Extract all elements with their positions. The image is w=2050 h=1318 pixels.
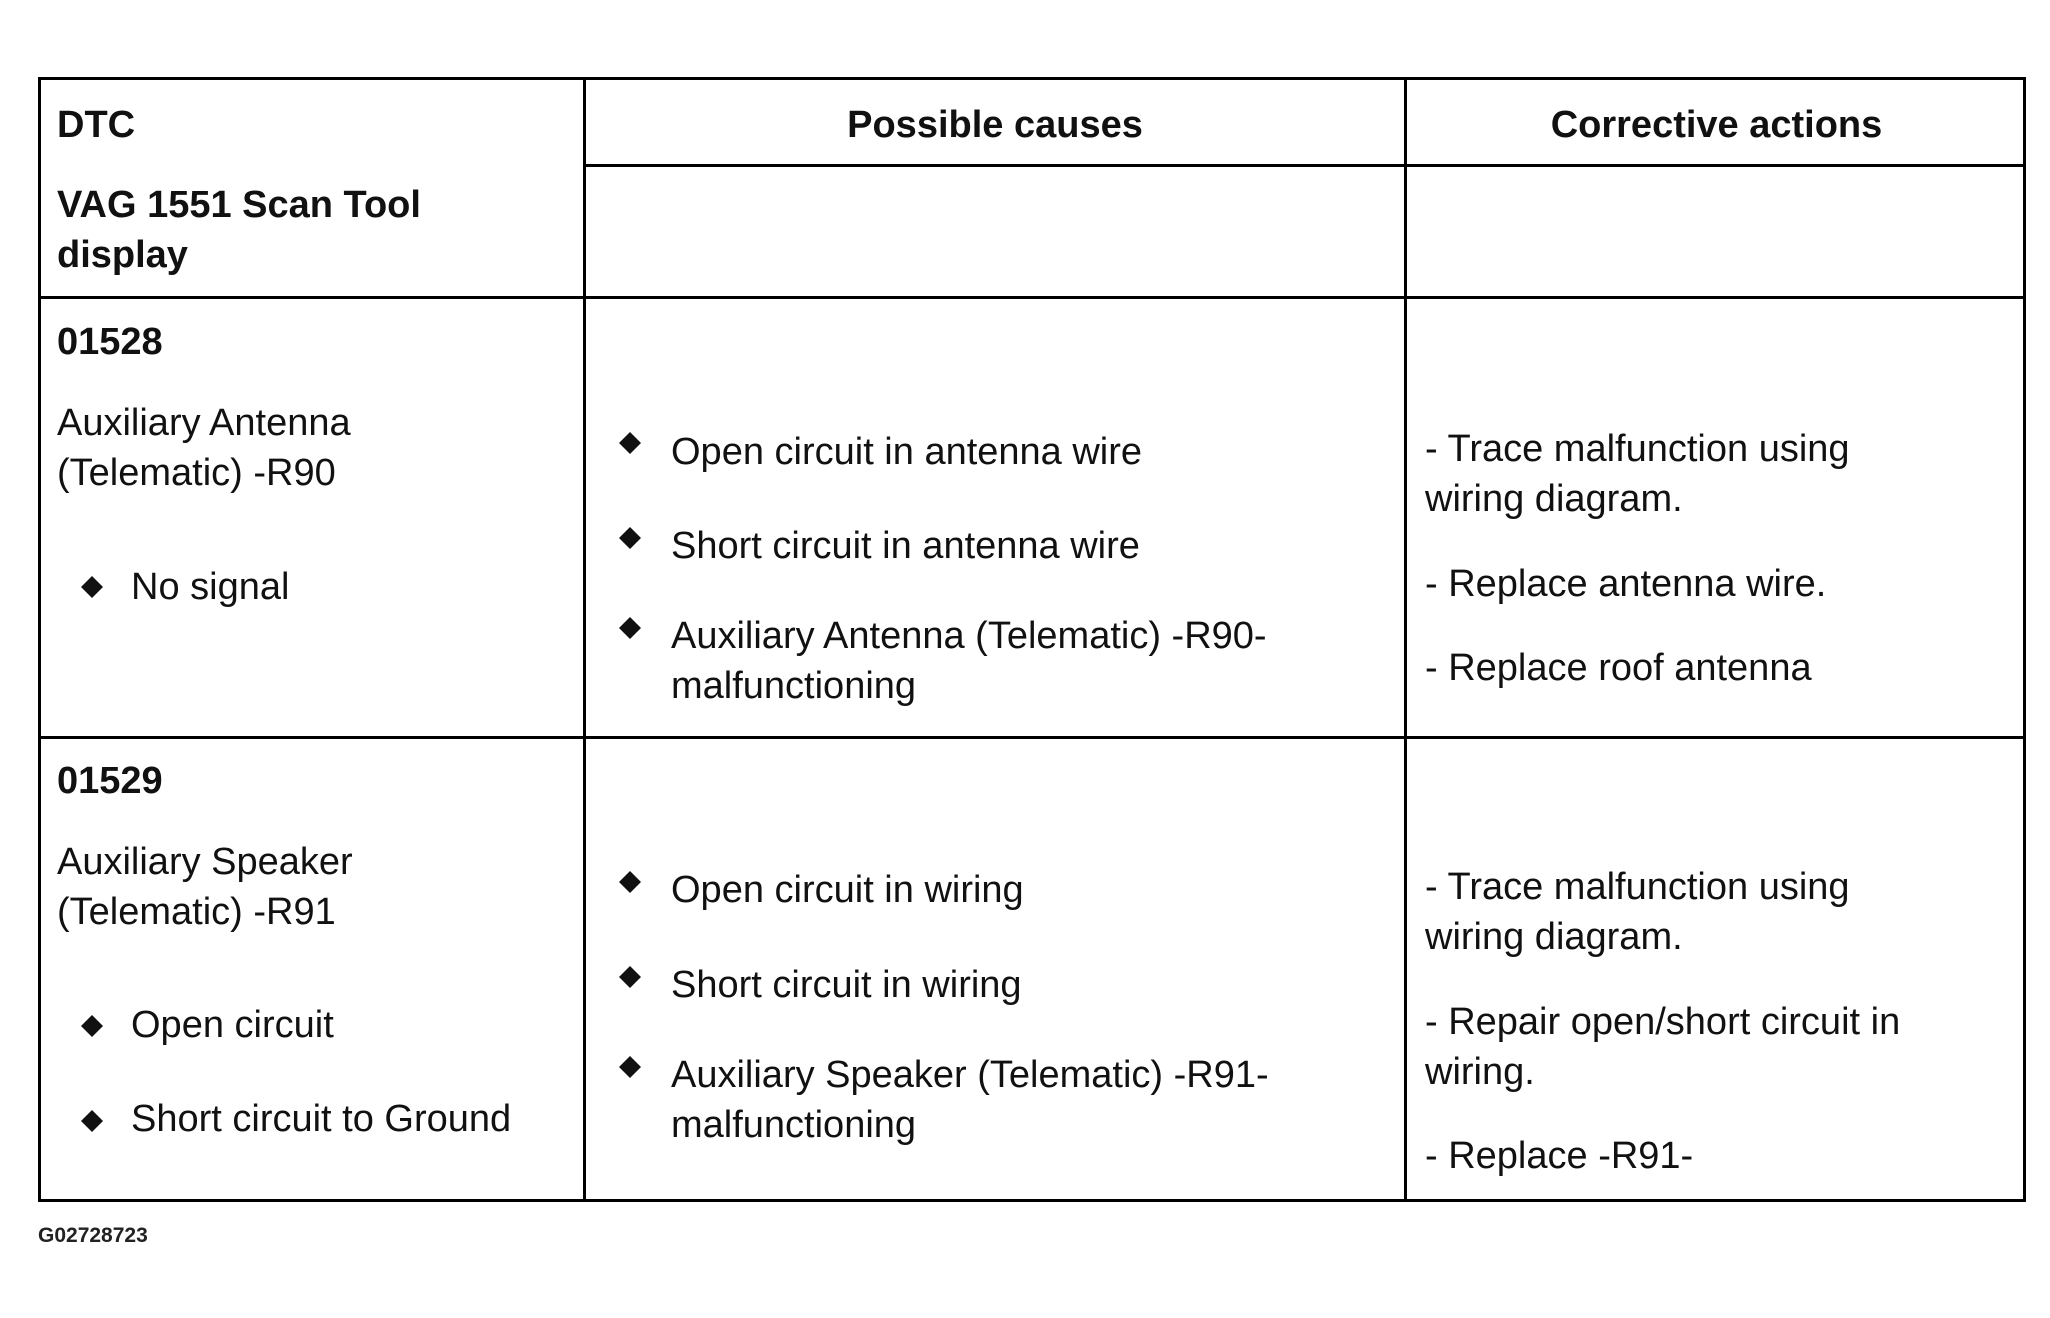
possible-cause: malfunctioning: [671, 1104, 917, 1146]
dtc-code: 01528: [57, 321, 163, 363]
symptom: Short circuit to Ground: [131, 1098, 512, 1140]
possible-cause: Short circuit in wiring: [671, 964, 1022, 1006]
component-name: Auxiliary Antenna: [57, 402, 351, 444]
symptom: No signal: [131, 566, 290, 608]
header-divider: [583, 164, 2023, 167]
column-divider: [1404, 80, 1407, 1199]
diamond-bullet-icon: [81, 1015, 103, 1037]
diamond-bullet-icon: [619, 871, 641, 893]
diamond-bullet-icon: [619, 1056, 641, 1078]
corrective-action: - Trace malfunction using: [1425, 428, 1850, 470]
possible-cause: Auxiliary Speaker (Telematic) -R91-: [671, 1054, 1269, 1096]
column-divider: [583, 80, 586, 1199]
corrective-action: wiring diagram.: [1425, 478, 1683, 520]
possible-cause: Short circuit in antenna wire: [671, 525, 1140, 567]
corrective-action: - Replace -R91-: [1425, 1135, 1694, 1177]
header-scan-tool: VAG 1551 Scan Tool: [57, 184, 421, 226]
diamond-bullet-icon: [81, 1110, 103, 1132]
diamond-bullet-icon: [619, 617, 641, 639]
component-name: (Telematic) -R91: [57, 891, 336, 933]
corrective-action: wiring diagram.: [1425, 916, 1683, 958]
possible-cause: malfunctioning: [671, 665, 917, 707]
row-divider: [41, 296, 2023, 299]
diamond-bullet-icon: [619, 527, 641, 549]
figure-code: G02728723: [38, 1224, 148, 1247]
corrective-action: - Trace malfunction using: [1425, 866, 1850, 908]
row-divider: [41, 736, 2023, 739]
header-corrective-actions: Corrective actions: [1550, 104, 1883, 146]
diamond-bullet-icon: [619, 432, 641, 454]
possible-cause: Open circuit in antenna wire: [671, 431, 1143, 473]
component-name: Auxiliary Speaker: [57, 841, 353, 883]
header-dtc: DTC: [57, 104, 136, 146]
component-name: (Telematic) -R90: [57, 452, 336, 494]
possible-cause: Open circuit in wiring: [671, 869, 1024, 911]
corrective-action: wiring.: [1425, 1051, 1535, 1093]
corrective-action: - Repair open/short circuit in: [1425, 1001, 1901, 1043]
header-possible-causes: Possible causes: [847, 104, 1143, 146]
symptom: Open circuit: [131, 1004, 334, 1046]
dtc-code: 01529: [57, 760, 163, 802]
corrective-action: - Replace roof antenna: [1425, 647, 1812, 689]
diamond-bullet-icon: [81, 576, 103, 598]
corrective-action: - Replace antenna wire.: [1425, 563, 1827, 605]
diamond-bullet-icon: [619, 966, 641, 988]
dtc-table: [38, 77, 2026, 1202]
possible-cause: Auxiliary Antenna (Telematic) -R90-: [671, 615, 1267, 657]
header-display: display: [57, 234, 188, 276]
